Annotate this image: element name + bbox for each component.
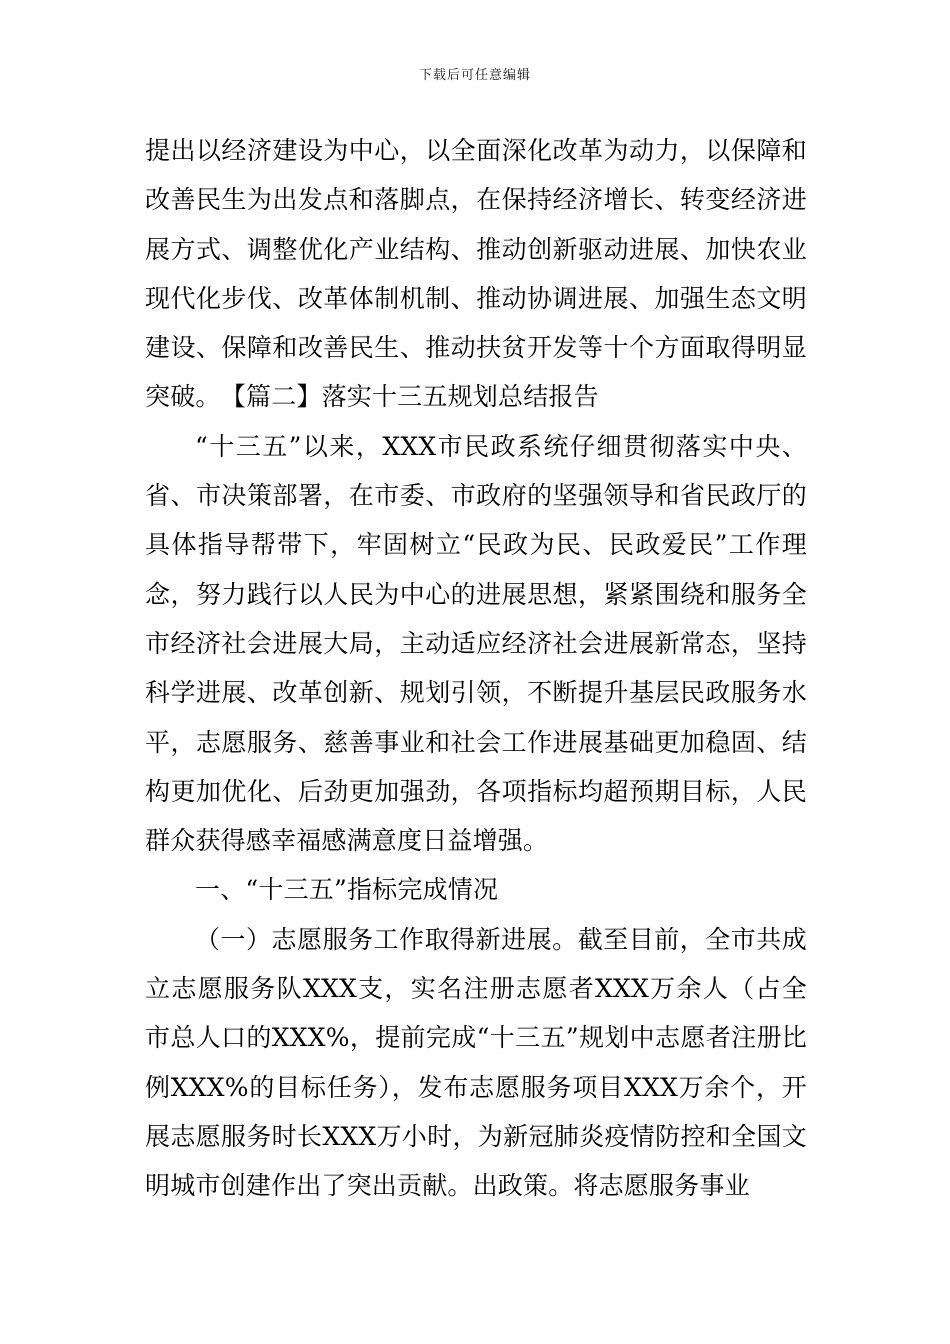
paragraph-intro: “十三五”以来，XXX市民政系统仔细贯彻落实中央、省、市决策部署，在市委、市政府的坚强领导和省民政厅的具体指导帮带下，牢固树立“民政为民、民政爱民”工作理念，努力践行以人民为中心的进展思想，紧紧围绕和服务全市经济社会进展大局，主动适应经济社会进展新常态，坚持科学进展、改革创新、规划引领，不断提升基层民政服务水平，志愿服务、慈善事业和社会工作进展基础更加稳固、结构更加优化、后劲更加强劲，各项指标均超预期目标，人民群众获得感幸福感满意度日益增强。	[145, 431, 807, 856]
paragraph-continuation: 提出以经济建设为中心，以全面深化改革为动力，以保障和改善民生为出发点和落脚点，在保持经济增长、转变经济进展方式、调整优化产业结构、推动创新驱动进展、加快农业现代化步伐、改革体制机制、推动协调进展、加强生态文明建设、保障和改善民生、推动扶贫开发等十个方面取得明显突破。 【篇二】落实十三五规划总结报告	[145, 136, 807, 412]
section-heading: 一、“十三五”指标完成情况	[195, 875, 499, 905]
paragraph-volunteer: （一）志愿服务工作取得新进展。截至目前，全市共成立志愿服务队XXX支，实名注册志愿者XXX万余人（占全市总人口的XXX%，提前完成“十三五”规划中志愿者注册比例XXX%的目标任务），发布志愿服务项目XXX万余个，开展志愿服务时长XXX万小时，为新冠肺炎疫情防控和全国文明城市创建作出了突出贡献。出政策。将志愿服务事业	[145, 924, 807, 1201]
page-header: 下载后可任意编辑	[418, 68, 531, 83]
document-body	[145, 126, 807, 1211]
